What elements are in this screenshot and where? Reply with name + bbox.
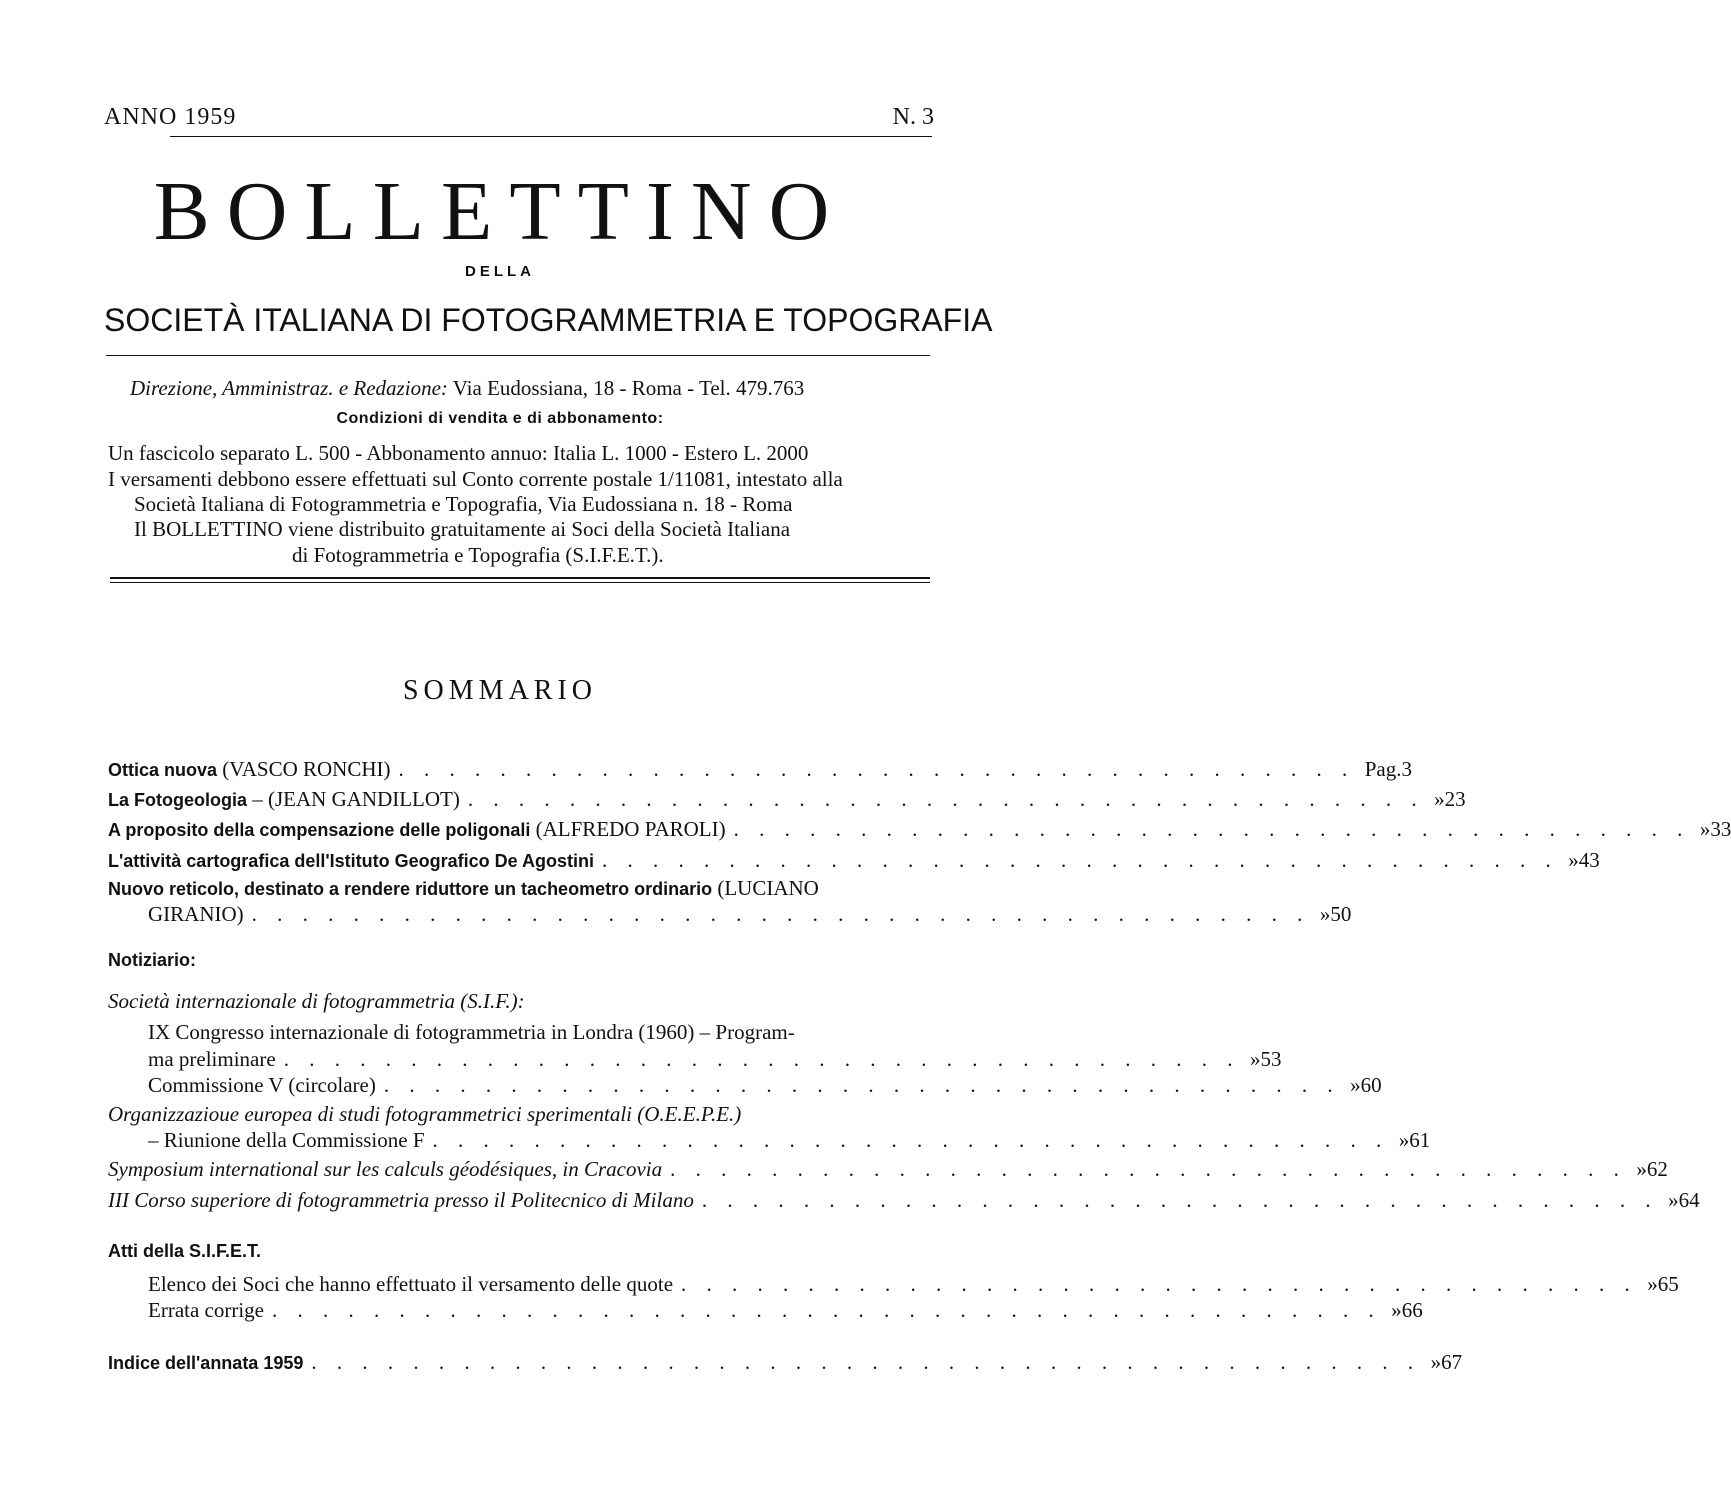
toc-title: La Fotogeologia	[108, 790, 247, 810]
toc-item-poligonali	[108, 817, 1731, 842]
toc-page: 33	[1710, 817, 1731, 841]
page-mark: »	[1350, 1073, 1361, 1097]
toc-page: 60	[1360, 1073, 1382, 1097]
toc-item-corso	[108, 1188, 1700, 1213]
toc-item-commission	[148, 1073, 1382, 1098]
leader-dots: . . . . . . . . . . . . . . . . . . . . . . . . . . . . . . . . . . . . . . . . . .	[251, 902, 1310, 926]
toc-item-oeepe	[148, 1128, 1431, 1153]
conditions-line-2: I versamenti debbono essere effettuati sul Conto corrente postale 1/11081, intestato alla	[108, 467, 843, 491]
toc-item-agostini	[108, 848, 1600, 873]
double-rule-bottom	[110, 582, 930, 583]
conditions-line-1: Un fascicolo separato L. 500 - Abbonamento annuo: Italia L. 1000 - Estero L. 2000	[108, 441, 809, 465]
toc-page: 3	[1401, 757, 1412, 781]
toc-title: A proposito della compensazione delle poligonali	[108, 820, 531, 840]
toc-page: 43	[1578, 848, 1600, 872]
toc-item-elenco	[148, 1272, 1679, 1297]
leader-dots: . . . . . . . . . . . . . . . . . . . . . . . . . . . . . . . . . . . . . . . . . . . .	[311, 1350, 1421, 1374]
page-mark: »	[1568, 848, 1579, 872]
corso-label: III Corso superiore di fotogrammetria presso il Politecnico di Milano	[108, 1188, 694, 1212]
page-mark: »	[1668, 1188, 1679, 1212]
toc-author: – (JEAN GANDILLOT)	[252, 787, 460, 811]
leader-dots: . . . . . . . . . . . . . . . . . . . . . . . . . . . . . . . . . . . . . .	[467, 787, 1425, 811]
page-mark: »	[1647, 1272, 1658, 1296]
journal-title: BOLLETTINO	[153, 165, 847, 258]
leader-dots: . . . . . . . . . . . . . . . . . . . . . . . . . . . . . . . . . . . . . .	[398, 757, 1355, 781]
toc-title: Ottica nuova	[108, 760, 218, 780]
sif-heading: Società internazionale di fotogrammetria (S.I.F.):	[108, 989, 525, 1013]
masthead-rule	[106, 355, 930, 356]
oeepe-line-1: Organizzazioue europea di studi fotogrammetrici sperimentali (O.E.E.P.E.)	[108, 1102, 742, 1126]
toc-author: (ALFREDO PAROLI)	[535, 817, 726, 841]
leader-dots: . . . . . . . . . . . . . . . . . . . . . . . . . . . . . . . . . . . . . .	[701, 1188, 1659, 1212]
page-mark: »	[1434, 787, 1445, 811]
toc-author: GIRANIO)	[148, 902, 244, 926]
toc-author: (LUCIANO	[717, 876, 819, 900]
toc-page: 66	[1401, 1298, 1423, 1322]
direzione-label: Direzione, Amministraz. e Redazione:	[130, 376, 448, 400]
page-mark: »	[1398, 1128, 1410, 1152]
leader-dots: . . . . . . . . . . . . . . . . . . . . . . . . . . . . . . . . . . . . . .	[733, 817, 1690, 841]
conditions-line-3: Società Italiana di Fotogrammetria e Topografia, Via Eudossiana n. 18 - Roma	[134, 492, 793, 516]
toc-page: 62	[1646, 1157, 1668, 1181]
toc-item-reticolo-cont	[148, 902, 1352, 927]
toc-author: (VASCO RONCHI)	[222, 757, 391, 781]
leader-dots: . . . . . . . . . . . . . . . . . . . . . . . . . . . . . . . . . . . . . .	[601, 848, 1559, 872]
page-mark: »	[1430, 1350, 1442, 1374]
toc-item-errata	[148, 1298, 1423, 1323]
congress-line-1: IX Congresso internazionale di fotogrammetria in Londra (1960) – Program-	[148, 1020, 795, 1044]
toc-item-indice	[108, 1350, 1463, 1375]
elenco-label: Elenco dei Soci che hanno effettuato il versamento delle quote	[148, 1272, 674, 1296]
double-rule-top	[110, 577, 930, 579]
journal-della: DELLA	[465, 263, 535, 280]
toc-item-symposium	[108, 1157, 1668, 1182]
society-name: SOCIETÀ ITALIANA DI FOTOGRAMMETRIA E TOPOGRAFIA	[104, 302, 993, 338]
toc-page: 53	[1260, 1047, 1282, 1071]
toc-title: L'attività cartografica dell'Istituto Geografico De Agostini	[108, 851, 594, 871]
conditions-heading: Condizioni di vendita e di abbonamento:	[336, 410, 664, 427]
leader-dots: . . . . . . . . . . . . . . . . . . . . . . . . . . . . . . . . . . . . . .	[283, 1047, 1240, 1071]
toc-page: 61	[1409, 1128, 1431, 1152]
toc-item-ottica	[108, 757, 1412, 782]
toc-page: 67	[1441, 1350, 1463, 1374]
toc-page: 23	[1444, 787, 1466, 811]
leader-dots: . . . . . . . . . . . . . . . . . . . . . . . . . . . . . . . . . . . . . .	[681, 1272, 1638, 1296]
page-mark: »	[1636, 1157, 1647, 1181]
address-line	[130, 376, 804, 401]
toc-page: 64	[1678, 1188, 1700, 1212]
direzione-value: Via Eudossiana, 18 - Roma - Tel. 479.763	[452, 376, 805, 400]
errata-label: Errata corrige	[148, 1298, 265, 1322]
page-mark: »	[1319, 902, 1331, 926]
notiziario-heading: Notiziario:	[108, 950, 196, 970]
atti-heading: Atti della S.I.F.E.T.	[108, 1241, 262, 1261]
page-mark: »	[1699, 817, 1711, 841]
congress-line-2: ma preliminare	[148, 1047, 276, 1071]
oeepe-line-2: – Riunione della Commissione F	[148, 1128, 425, 1152]
toc-page: 50	[1330, 902, 1352, 926]
page-mark: Pag.	[1364, 757, 1402, 781]
issue-number: N. 3	[892, 104, 934, 130]
leader-dots: . . . . . . . . . . . . . . . . . . . . . . . . . . . . . . . . . . . . . .	[670, 1157, 1627, 1181]
leader-dots: . . . . . . . . . . . . . . . . . . . . . . . . . . . . . . . . . . . . . . . . . . . .	[272, 1298, 1382, 1322]
toc-page: 65	[1657, 1272, 1679, 1296]
symposium-label: Symposium international sur les calculs géodésiques, in Cracovia	[108, 1157, 663, 1181]
conditions-line-5: di Fotogrammetria e Topografia (S.I.F.E.T.).	[292, 543, 664, 567]
page-mark: »	[1249, 1047, 1261, 1071]
page-mark: »	[1391, 1298, 1402, 1322]
toc-item-fotogeologia	[108, 787, 1466, 812]
toc-item-congress	[148, 1047, 1282, 1072]
leader-dots: . . . . . . . . . . . . . . . . . . . . . . . . . . . . . . . . . . . . . .	[432, 1128, 1389, 1152]
toc-title: Nuovo reticolo, destinato a rendere riduttore un tacheometro ordinario	[108, 879, 713, 899]
toc-item-reticolo	[108, 876, 934, 901]
indice-label: Indice dell'annata 1959	[108, 1353, 304, 1373]
header-rule	[170, 136, 932, 137]
issue-year: ANNO 1959	[104, 104, 237, 130]
commission-label: Commissione V (circolare)	[148, 1073, 376, 1097]
conditions-line-4: Il BOLLETTINO viene distribuito gratuitamente ai Soci della Società Italiana	[134, 517, 791, 541]
leader-dots: . . . . . . . . . . . . . . . . . . . . . . . . . . . . . . . . . . . . . .	[383, 1073, 1341, 1097]
sommario-title: SOMMARIO	[402, 675, 598, 706]
